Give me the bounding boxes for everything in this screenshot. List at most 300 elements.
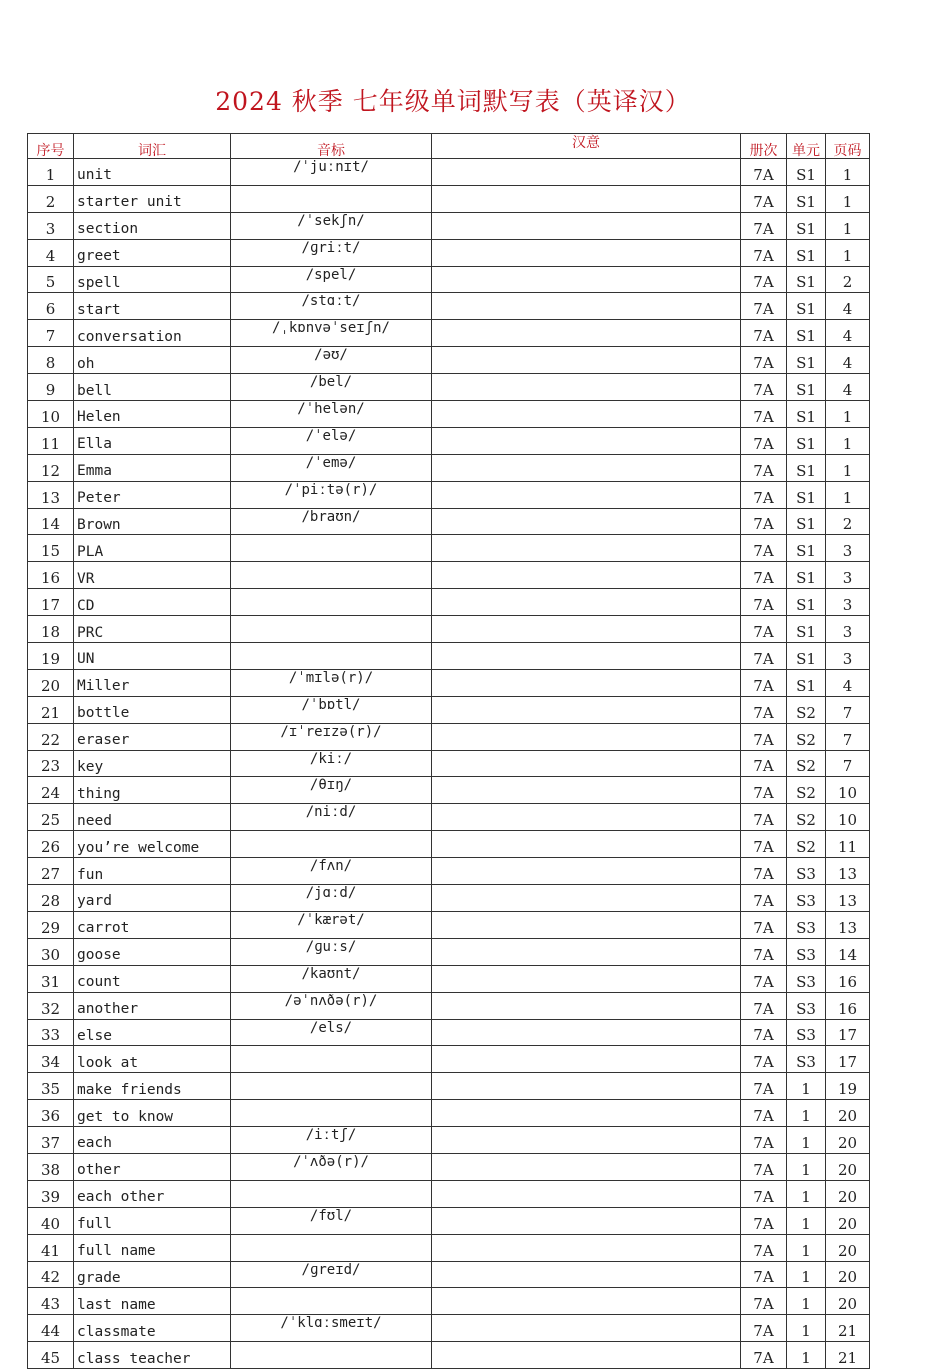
row-number: 3 [28,212,74,239]
phonetic-cell: /ˈbɒtl/ [231,696,432,723]
page-cell: 13 [826,885,870,912]
row-number: 41 [28,1234,74,1261]
unit-cell: S3 [787,911,826,938]
word-cell: conversation [74,320,231,347]
meaning-cell[interactable] [432,508,741,535]
book-cell: 7A [741,1342,787,1369]
phonetic-cell [231,1288,432,1315]
book-cell: 7A [741,293,787,320]
unit-cell: 1 [787,1315,826,1342]
table-row [28,669,870,696]
table-row [28,696,870,723]
table-row [28,535,870,562]
word-cell: you’re welcome [74,831,231,858]
book-cell: 7A [741,481,787,508]
word-cell: section [74,212,231,239]
meaning-cell[interactable] [432,1315,741,1342]
word-cell: fun [74,858,231,885]
book-cell: 7A [741,938,787,965]
page-cell: 1 [826,159,870,186]
meaning-cell[interactable] [432,1342,741,1369]
unit-cell: S1 [787,266,826,293]
unit-cell: S2 [787,750,826,777]
table-row [28,992,870,1019]
meaning-cell[interactable] [432,1073,741,1100]
unit-cell: S1 [787,320,826,347]
table-row [28,643,870,670]
table-row [28,1019,870,1046]
page-cell: 7 [826,750,870,777]
book-cell: 7A [741,723,787,750]
table-row [28,723,870,750]
phonetic-cell: /bel/ [231,374,432,401]
row-number: 24 [28,777,74,804]
page-cell: 14 [826,938,870,965]
unit-cell: 1 [787,1261,826,1288]
phonetic-cell: /ˈhelən/ [231,401,432,428]
book-cell: 7A [741,1073,787,1100]
word-cell: UN [74,643,231,670]
meaning-cell[interactable] [432,293,741,320]
phonetic-cell: /ˌkɒnvəˈseɪʃn/ [231,320,432,347]
meaning-cell[interactable] [432,938,741,965]
word-cell: Ella [74,427,231,454]
table-row [28,1207,870,1234]
word-cell: bottle [74,696,231,723]
unit-cell: S3 [787,1046,826,1073]
meaning-cell[interactable] [432,1046,741,1073]
meaning-cell[interactable] [432,1288,741,1315]
page-cell: 1 [826,212,870,239]
word-cell: last name [74,1288,231,1315]
phonetic-cell [231,643,432,670]
row-number: 14 [28,508,74,535]
table-row [28,427,870,454]
book-cell: 7A [741,1234,787,1261]
phonetic-cell: /ˈʌðə(r)/ [231,1153,432,1180]
table-row [28,159,870,186]
book-cell: 7A [741,992,787,1019]
book-cell: 7A [741,562,787,589]
phonetic-cell: /niːd/ [231,804,432,831]
word-cell: carrot [74,911,231,938]
page-cell: 20 [826,1207,870,1234]
book-cell: 7A [741,589,787,616]
meaning-cell[interactable] [432,1019,741,1046]
unit-cell: S2 [787,696,826,723]
unit-cell: S3 [787,885,826,912]
word-cell: count [74,965,231,992]
row-number: 23 [28,750,74,777]
unit-cell: S1 [787,159,826,186]
word-cell: Brown [74,508,231,535]
phonetic-cell [231,616,432,643]
unit-cell: S3 [787,1019,826,1046]
phonetic-cell: /fʌn/ [231,858,432,885]
page-cell: 10 [826,804,870,831]
page-cell: 3 [826,535,870,562]
table-row [28,965,870,992]
phonetic-cell: /ɡuːs/ [231,938,432,965]
phonetic-cell [231,1100,432,1127]
header-meaning: 汉意 [432,134,741,159]
row-number: 5 [28,266,74,293]
table-row [28,347,870,374]
phonetic-cell: /ˈelə/ [231,427,432,454]
page-cell: 17 [826,1019,870,1046]
page-cell: 16 [826,992,870,1019]
word-cell: full [74,1207,231,1234]
unit-cell: S1 [787,427,826,454]
unit-cell: S1 [787,347,826,374]
unit-cell: S1 [787,589,826,616]
phonetic-cell: /ˈmɪlə(r)/ [231,669,432,696]
table-row [28,1234,870,1261]
book-cell: 7A [741,669,787,696]
page-cell: 1 [826,185,870,212]
phonetic-cell: /ɡreɪd/ [231,1261,432,1288]
table-row [28,938,870,965]
page-cell: 2 [826,266,870,293]
phonetic-cell [231,1046,432,1073]
phonetic-cell: /els/ [231,1019,432,1046]
book-cell: 7A [741,750,787,777]
word-cell: key [74,750,231,777]
meaning-cell[interactable] [432,1153,741,1180]
unit-cell: S1 [787,212,826,239]
unit-cell: S1 [787,185,826,212]
meaning-cell[interactable] [432,266,741,293]
table-row [28,185,870,212]
table-row [28,1127,870,1154]
table-row [28,1342,870,1369]
page-cell: 1 [826,401,870,428]
book-cell: 7A [741,804,787,831]
header-word: 词汇 [74,134,231,159]
row-number: 4 [28,239,74,266]
phonetic-cell: /ɪˈreɪzə(r)/ [231,723,432,750]
table-row [28,508,870,535]
meaning-cell[interactable] [432,1207,741,1234]
row-number: 21 [28,696,74,723]
table-row [28,1315,870,1342]
word-cell: goose [74,938,231,965]
row-number: 35 [28,1073,74,1100]
book-cell: 7A [741,212,787,239]
word-cell: unit [74,159,231,186]
page-cell: 1 [826,454,870,481]
meaning-cell[interactable] [432,320,741,347]
page-cell: 13 [826,911,870,938]
meaning-cell[interactable] [432,723,741,750]
word-cell: classmate [74,1315,231,1342]
book-cell: 7A [741,1180,787,1207]
unit-cell: 1 [787,1288,826,1315]
table-row [28,562,870,589]
meaning-cell[interactable] [432,159,741,186]
meaning-cell[interactable] [432,777,741,804]
phonetic-cell: /braʊn/ [231,508,432,535]
page-cell: 13 [826,858,870,885]
unit-cell: S2 [787,831,826,858]
meaning-cell[interactable] [432,616,741,643]
row-number: 17 [28,589,74,616]
book-cell: 7A [741,885,787,912]
book-cell: 7A [741,266,787,293]
unit-cell: S1 [787,401,826,428]
word-cell: oh [74,347,231,374]
phonetic-cell: /ˈjuːnɪt/ [231,159,432,186]
book-cell: 7A [741,1288,787,1315]
page-cell: 17 [826,1046,870,1073]
row-number: 10 [28,401,74,428]
page-cell: 16 [826,965,870,992]
row-number: 36 [28,1100,74,1127]
word-cell: full name [74,1234,231,1261]
meaning-cell[interactable] [432,750,741,777]
unit-cell: S3 [787,992,826,1019]
vocabulary-table [27,133,870,1369]
table-row [28,804,870,831]
page-cell: 4 [826,374,870,401]
word-cell: Emma [74,454,231,481]
unit-cell: 1 [787,1153,826,1180]
phonetic-cell: /stɑːt/ [231,293,432,320]
table-row [28,481,870,508]
meaning-cell[interactable] [432,427,741,454]
phonetic-cell: /ɡriːt/ [231,239,432,266]
row-number: 29 [28,911,74,938]
book-cell: 7A [741,239,787,266]
book-cell: 7A [741,374,787,401]
book-cell: 7A [741,347,787,374]
row-number: 20 [28,669,74,696]
meaning-cell[interactable] [432,1234,741,1261]
meaning-cell[interactable] [432,1261,741,1288]
header-page: 页码 [826,134,870,159]
word-cell: else [74,1019,231,1046]
book-cell: 7A [741,535,787,562]
phonetic-cell [231,1342,432,1369]
unit-cell: 1 [787,1100,826,1127]
unit-cell: 1 [787,1180,826,1207]
meaning-cell[interactable] [432,669,741,696]
page-cell: 7 [826,723,870,750]
unit-cell: S1 [787,562,826,589]
book-cell: 7A [741,1207,787,1234]
book-cell: 7A [741,643,787,670]
meaning-cell[interactable] [432,1127,741,1154]
book-cell: 7A [741,427,787,454]
page-cell: 21 [826,1342,870,1369]
page-cell: 2 [826,508,870,535]
table-row [28,1180,870,1207]
word-cell: each [74,1127,231,1154]
word-cell: get to know [74,1100,231,1127]
book-cell: 7A [741,320,787,347]
row-number: 39 [28,1180,74,1207]
book-cell: 7A [741,401,787,428]
table-row [28,1153,870,1180]
word-cell: greet [74,239,231,266]
meaning-cell[interactable] [432,992,741,1019]
book-cell: 7A [741,831,787,858]
table-row [28,616,870,643]
row-number: 40 [28,1207,74,1234]
meaning-cell[interactable] [432,481,741,508]
meaning-cell[interactable] [432,374,741,401]
unit-cell: S3 [787,858,826,885]
page-cell: 20 [826,1100,870,1127]
row-number: 44 [28,1315,74,1342]
phonetic-cell [231,589,432,616]
page-cell: 1 [826,239,870,266]
meaning-cell[interactable] [432,696,741,723]
unit-cell: S1 [787,481,826,508]
word-cell: grade [74,1261,231,1288]
unit-cell: S1 [787,643,826,670]
word-cell: Peter [74,481,231,508]
table-row [28,454,870,481]
phonetic-cell: /jɑːd/ [231,885,432,912]
unit-cell: S1 [787,293,826,320]
page-cell: 4 [826,347,870,374]
page-cell: 11 [826,831,870,858]
meaning-cell[interactable] [432,185,741,212]
meaning-cell[interactable] [432,212,741,239]
page-title: 2024 秋季 七年级单词默写表（英译汉） [215,87,691,116]
table-row [28,239,870,266]
word-cell: starter unit [74,185,231,212]
word-cell: thing [74,777,231,804]
header-no: 序号 [28,134,74,159]
page-cell: 3 [826,562,870,589]
page-cell: 3 [826,589,870,616]
row-number: 13 [28,481,74,508]
phonetic-cell: /ˈsekʃn/ [231,212,432,239]
row-number: 33 [28,1019,74,1046]
table-row [28,1073,870,1100]
book-cell: 7A [741,1100,787,1127]
page-cell: 20 [826,1288,870,1315]
book-cell: 7A [741,1261,787,1288]
meaning-cell[interactable] [432,535,741,562]
row-number: 25 [28,804,74,831]
page-cell: 19 [826,1073,870,1100]
unit-cell: S2 [787,723,826,750]
row-number: 32 [28,992,74,1019]
word-cell: another [74,992,231,1019]
row-number: 1 [28,159,74,186]
row-number: 30 [28,938,74,965]
meaning-cell[interactable] [432,911,741,938]
word-cell: Miller [74,669,231,696]
phonetic-cell: /iːtʃ/ [231,1127,432,1154]
row-number: 12 [28,454,74,481]
table-row [28,1100,870,1127]
phonetic-cell: /ˈkærət/ [231,911,432,938]
word-cell: eraser [74,723,231,750]
table-row [28,212,870,239]
row-number: 38 [28,1153,74,1180]
meaning-cell[interactable] [432,831,741,858]
word-cell: CD [74,589,231,616]
phonetic-cell [231,1073,432,1100]
book-cell: 7A [741,616,787,643]
unit-cell: S3 [787,965,826,992]
table-row [28,777,870,804]
unit-cell: S3 [787,938,826,965]
table-row [28,374,870,401]
book-cell: 7A [741,911,787,938]
word-cell: look at [74,1046,231,1073]
header-book: 册次 [741,134,787,159]
book-cell: 7A [741,696,787,723]
meaning-cell[interactable] [432,1100,741,1127]
page-cell: 20 [826,1261,870,1288]
unit-cell: 1 [787,1127,826,1154]
page-cell: 10 [826,777,870,804]
meaning-cell[interactable] [432,239,741,266]
row-number: 15 [28,535,74,562]
meaning-cell[interactable] [432,562,741,589]
meaning-cell[interactable] [432,643,741,670]
table-row [28,750,870,777]
meaning-cell[interactable] [432,885,741,912]
unit-cell: 1 [787,1342,826,1369]
table-row [28,1288,870,1315]
phonetic-cell: /əʊ/ [231,347,432,374]
row-number: 26 [28,831,74,858]
book-cell: 7A [741,159,787,186]
row-number: 18 [28,616,74,643]
row-number: 27 [28,858,74,885]
table-row [28,293,870,320]
meaning-cell[interactable] [432,965,741,992]
unit-cell: 1 [787,1207,826,1234]
table-row [28,911,870,938]
word-cell: class teacher [74,1342,231,1369]
book-cell: 7A [741,965,787,992]
meaning-cell[interactable] [432,1180,741,1207]
unit-cell: S1 [787,616,826,643]
meaning-cell[interactable] [432,401,741,428]
table-row [28,589,870,616]
page-cell: 20 [826,1234,870,1261]
row-number: 7 [28,320,74,347]
unit-cell: S1 [787,239,826,266]
word-cell: spell [74,266,231,293]
meaning-cell[interactable] [432,589,741,616]
meaning-cell[interactable] [432,804,741,831]
word-cell: other [74,1153,231,1180]
meaning-cell[interactable] [432,858,741,885]
page-cell: 1 [826,481,870,508]
phonetic-cell: /ˈemə/ [231,454,432,481]
page-cell: 7 [826,696,870,723]
row-number: 34 [28,1046,74,1073]
phonetic-cell [231,831,432,858]
table-row [28,401,870,428]
phonetic-cell: /fʊl/ [231,1207,432,1234]
page-cell: 20 [826,1180,870,1207]
meaning-cell[interactable] [432,347,741,374]
meaning-cell[interactable] [432,454,741,481]
row-number: 9 [28,374,74,401]
page-cell: 20 [826,1153,870,1180]
row-number: 45 [28,1342,74,1369]
row-number: 2 [28,185,74,212]
